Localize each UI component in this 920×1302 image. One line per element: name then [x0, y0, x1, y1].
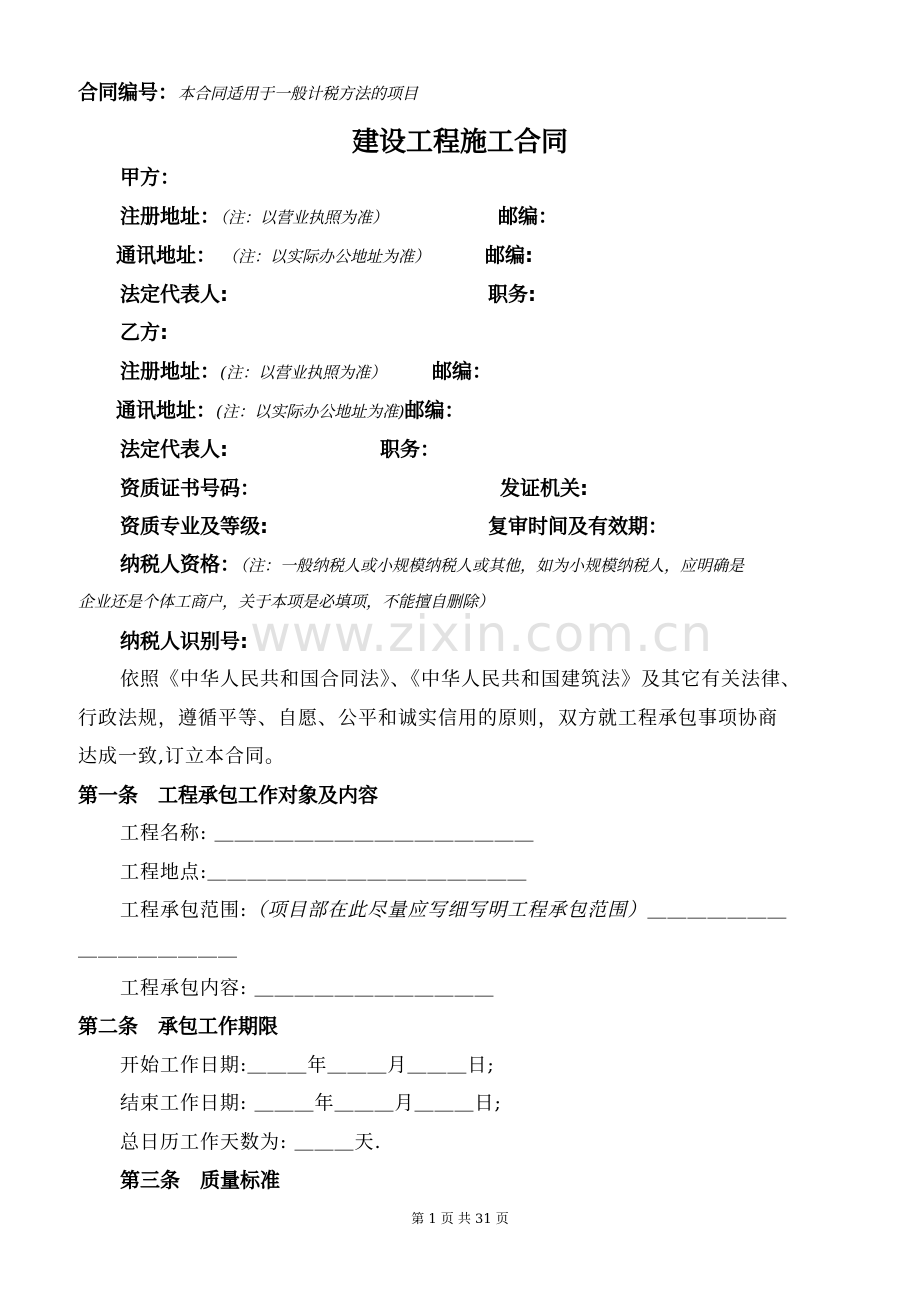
contract-number-label: 合同编号：	[78, 80, 178, 104]
party-a-postcode-1: 邮编：	[498, 204, 558, 228]
article-1-heading: 第一条 工程承包工作对象及内容	[78, 783, 378, 807]
party-a-registered-address	[120, 204, 388, 230]
party-a-postcode-2: 邮编:	[485, 243, 533, 267]
project-scope-blank-1: ＿＿＿＿＿＿＿	[647, 899, 788, 921]
project-scope-blank-2: ＿＿＿＿＿＿＿＿	[78, 938, 239, 960]
party-a-reg-addr-label: 注册地址：	[120, 204, 220, 228]
party-b-reg-addr-note: (注：以营业执照为准）	[220, 363, 387, 382]
party-b-postcode-2: 邮编：	[404, 398, 465, 422]
party-b-reg-addr-label: 注册地址：	[120, 359, 220, 383]
contract-number-note: 本合同适用于一般计税方法的项目	[178, 84, 419, 103]
party-a-comm-addr-label: 通讯地址：	[116, 243, 216, 267]
party-a-position: 职务:	[488, 282, 536, 306]
document-title: 建设工程施工合同	[352, 127, 568, 158]
preamble-line-3: 达成一致,订立本合同。	[78, 745, 286, 767]
party-a-comm-addr-note: （注：以实际办公地址为准）	[230, 247, 431, 266]
taxpayer-label: 纳税人资格：	[120, 552, 240, 576]
total-days-line: 总日历工作天数为: ＿＿＿天.	[120, 1131, 382, 1153]
watermark: www.zixin.com.cn	[250, 605, 714, 663]
party-a-reg-addr-note: （注：以营业执照为准）	[220, 208, 389, 227]
party-b-specialty-grade: 资质专业及等级:	[120, 514, 268, 538]
preamble-line-2: 行政法规，遵循平等、自愿、公平和诚实信用的原则，双方就工程承包事项协商	[78, 707, 779, 729]
contract-number-line	[78, 80, 418, 106]
project-content-line: 工程承包内容: ＿＿＿＿＿＿＿＿＿＿＿＿	[120, 977, 495, 999]
party-a-comm-address	[116, 243, 430, 269]
article-2-heading: 第二条 承包工作期限	[78, 1014, 278, 1038]
party-b-legal-rep: 法定代表人:	[120, 437, 228, 461]
party-b-registered-address	[120, 359, 386, 385]
party-a-label: 甲方：	[120, 165, 180, 189]
end-date-line: 结束工作日期: ＿＿＿年＿＿＿月＿＿＿日;	[120, 1092, 502, 1114]
party-a-legal-rep: 法定代表人:	[120, 282, 228, 306]
taxpayer-note-1: （注：一般纳税人或小规模纳税人或其他，如为小规模纳税人，应明确是	[240, 556, 745, 575]
party-b-comm-address	[116, 398, 465, 424]
party-b-tax-id: 纳税人识别号:	[120, 629, 248, 653]
article-3-heading: 第三条 质量标准	[120, 1168, 280, 1192]
party-b-comm-addr-label: 通讯地址：	[116, 398, 216, 422]
project-location-line: 工程地点:＿＿＿＿＿＿＿＿＿＿＿＿＿＿＿＿	[120, 861, 528, 883]
party-b-label: 乙方:	[120, 320, 168, 344]
party-b-taxpayer-qualification	[120, 552, 744, 578]
project-scope-note: （项目部在此尽量应写细写明工程承包范围）	[247, 899, 648, 921]
taxpayer-note-2: 企业还是个体工商户，关于本项是必填项，不能擅自删除）	[78, 592, 495, 611]
party-b-issuer: 发证机关:	[500, 476, 588, 500]
project-scope-line	[120, 898, 787, 922]
party-b-review-validity: 复审时间及有效期：	[488, 514, 668, 538]
party-b-comm-addr-note: (注：以实际办公地址为准)	[216, 402, 405, 421]
start-date-line: 开始工作日期:＿＿＿年＿＿＿月＿＿＿日;	[120, 1054, 495, 1076]
project-name-line: 工程名称: ＿＿＿＿＿＿＿＿＿＿＿＿＿＿＿＿	[120, 822, 535, 844]
page-footer: 第 1 页 共 31 页	[411, 1212, 509, 1227]
preamble-line-1: 依照《中华人民共和国合同法》、《中华人民共和国建筑法》及其它有关法律、	[120, 668, 802, 690]
party-b-position: 职务：	[380, 437, 440, 461]
party-b-postcode-1: 邮编：	[432, 359, 492, 383]
party-b-cert-number: 资质证书号码：	[120, 476, 260, 500]
project-scope-label: 工程承包范围:	[120, 899, 248, 921]
